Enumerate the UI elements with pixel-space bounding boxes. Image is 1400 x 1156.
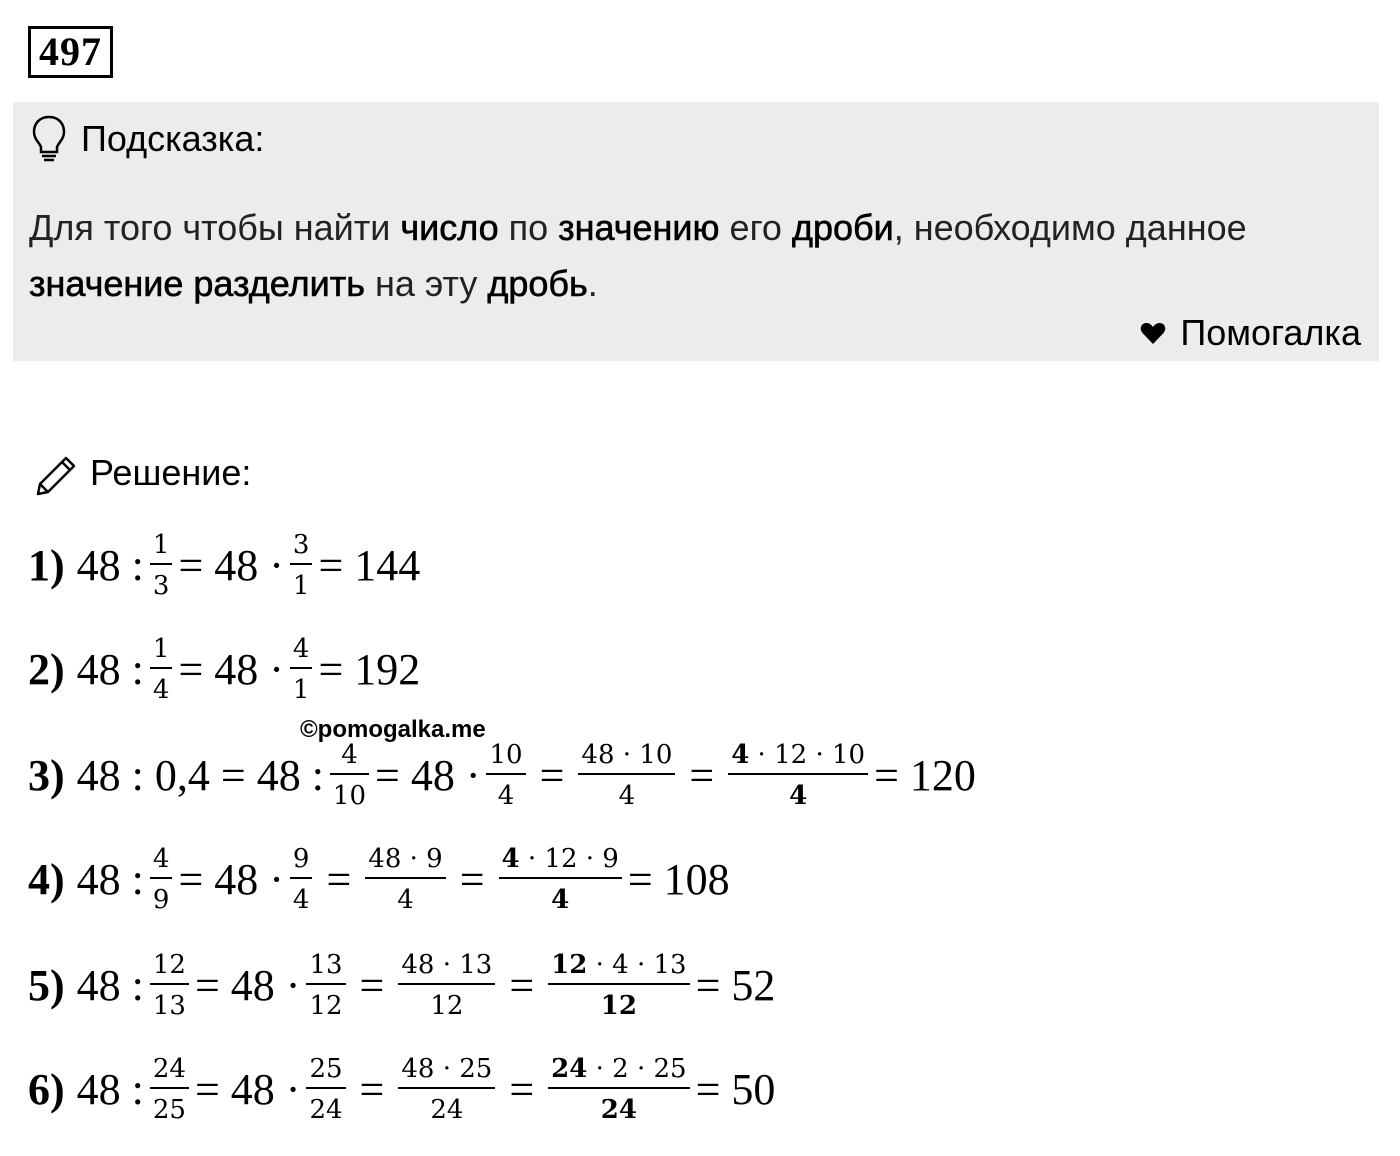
fraction	[290, 846, 313, 913]
fraction	[150, 636, 173, 703]
solution-header	[32, 448, 251, 498]
numerator: 9	[292, 844, 310, 874]
fraction	[150, 846, 173, 913]
pencil-icon	[32, 448, 82, 498]
denominator: 13	[150, 983, 189, 1019]
equation-label: 4)	[28, 855, 65, 904]
hint-text-emphasis: значению	[558, 207, 720, 248]
equation-mid: = 48 ·	[375, 751, 481, 800]
equation-lhs: 48 : 0,4 = 48 :	[76, 751, 324, 800]
fraction	[398, 952, 495, 1019]
hint-text	[29, 200, 1349, 312]
fraction	[365, 846, 445, 913]
equation-label: 5)	[28, 961, 65, 1010]
brand-label	[1140, 312, 1361, 354]
hint-text-part: по	[498, 207, 559, 248]
equals-sign: =	[359, 1065, 385, 1114]
hint-text-emphasis: дроби	[791, 207, 894, 248]
fraction	[150, 1056, 189, 1123]
denominator: 10	[330, 773, 369, 809]
equation-label: 2)	[28, 645, 65, 694]
equation-label: 1)	[28, 541, 65, 590]
denominator: 4	[150, 667, 173, 703]
equals-sign: =	[359, 961, 385, 1010]
hint-panel	[13, 102, 1379, 361]
numerator: 10	[489, 740, 523, 770]
equation-lhs: 48 :	[76, 645, 144, 694]
fraction	[290, 532, 313, 599]
denominator: 3	[150, 563, 173, 599]
watermark: ©pomogalka.me	[300, 716, 486, 743]
fraction	[306, 952, 345, 1019]
denominator: 12	[306, 983, 345, 1019]
numerator	[499, 846, 622, 877]
cancelled-factor: 4	[501, 844, 520, 874]
hint-text-emphasis: дробь	[487, 263, 588, 304]
hint-text-part: на эту	[364, 263, 488, 304]
equation-result: = 120	[874, 751, 976, 800]
numerator: 48 · 10	[581, 740, 673, 770]
fraction	[486, 742, 525, 809]
numerator-rest: · 4 · 13	[587, 950, 687, 980]
numerator	[728, 742, 868, 773]
equation-result: = 50	[695, 1065, 776, 1114]
fraction	[548, 1056, 689, 1123]
numerator: 48 · 9	[368, 844, 443, 874]
cancelled-factor: 12	[551, 950, 588, 980]
denominator: 1	[290, 563, 313, 599]
heart-icon	[1140, 321, 1166, 345]
equals-sign: =	[689, 751, 715, 800]
hint-text-part: .	[587, 263, 598, 304]
denominator: 25	[150, 1087, 189, 1123]
numerator: 1	[152, 530, 170, 560]
equation-row	[28, 846, 730, 913]
denominator: 4	[728, 773, 868, 809]
equals-sign: =	[509, 961, 535, 1010]
fraction	[330, 742, 369, 809]
numerator: 4	[341, 740, 358, 770]
numerator: 4	[292, 634, 310, 664]
numerator: 12	[152, 950, 186, 980]
fraction	[578, 742, 675, 809]
equation-lhs: 48 :	[76, 855, 144, 904]
hint-text-part: его	[719, 207, 792, 248]
equation-mid: = 48 ·	[178, 855, 284, 904]
numerator	[548, 1056, 689, 1087]
numerator: 1	[152, 634, 170, 664]
equation-result: = 52	[695, 961, 776, 1010]
fraction	[150, 532, 173, 599]
equals-sign: =	[459, 855, 485, 904]
equation-mid: = 48 ·	[178, 645, 284, 694]
numerator: 24	[152, 1054, 186, 1084]
fraction	[306, 1056, 345, 1123]
equals-sign: =	[509, 1065, 535, 1114]
denominator: 4	[365, 877, 445, 913]
denominator: 4	[486, 773, 525, 809]
denominator: 1	[290, 667, 313, 703]
numerator: 25	[309, 1054, 343, 1084]
equation-mid: = 48 ·	[194, 961, 301, 1010]
hint-text-part: , необходимо данное	[893, 207, 1247, 248]
equation-label: 3)	[28, 751, 65, 800]
hint-text-emphasis: значение разделить	[29, 263, 365, 304]
numerator: 3	[292, 530, 310, 560]
equation-row	[28, 532, 420, 599]
fraction	[150, 952, 189, 1019]
numerator	[548, 952, 689, 983]
equation-result: = 108	[627, 855, 730, 904]
lightbulb-icon	[31, 114, 67, 164]
denominator: 24	[306, 1087, 345, 1123]
denominator: 4	[499, 877, 622, 913]
cancelled-factor: 4	[731, 740, 750, 770]
numerator-rest: · 2 · 25	[587, 1054, 687, 1084]
fraction	[548, 952, 689, 1019]
equals-sign: =	[326, 855, 352, 904]
problem-number: 497	[28, 26, 113, 78]
equation-row	[28, 742, 976, 809]
fraction	[290, 636, 313, 703]
hint-text-emphasis: число	[400, 207, 499, 248]
brand-name: Помогалка	[1180, 312, 1361, 353]
equation-mid: = 48 ·	[194, 1065, 301, 1114]
hint-text-part: Для того чтобы найти	[29, 207, 401, 248]
equals-sign: =	[539, 751, 565, 800]
equation-row	[28, 952, 775, 1019]
numerator: 48 · 13	[401, 950, 493, 980]
denominator: 12	[398, 983, 495, 1019]
fraction	[499, 846, 622, 913]
numerator: 4	[152, 844, 170, 874]
denominator: 4	[290, 877, 313, 913]
equation-row	[28, 1056, 775, 1123]
fraction	[398, 1056, 495, 1123]
cancelled-factor: 24	[551, 1054, 588, 1084]
equation-result: = 192	[318, 645, 421, 694]
equation-lhs: 48 :	[76, 1065, 144, 1114]
denominator: 9	[150, 877, 173, 913]
denominator: 24	[548, 1087, 689, 1123]
hint-header	[31, 114, 264, 164]
numerator-rest: · 12 · 9	[519, 844, 619, 874]
equation-lhs: 48 :	[76, 541, 144, 590]
denominator: 4	[578, 773, 675, 809]
equation-result: = 144	[318, 541, 421, 590]
equation-label: 6)	[28, 1065, 65, 1114]
equation-row	[28, 636, 420, 703]
equation-mid: = 48 ·	[178, 541, 284, 590]
solution-title: Решение:	[90, 452, 252, 493]
numerator-rest: · 12 · 10	[749, 740, 866, 770]
numerator: 13	[309, 950, 343, 980]
numerator: 48 · 25	[401, 1054, 493, 1084]
denominator: 12	[548, 983, 689, 1019]
equation-lhs: 48 :	[76, 961, 144, 1010]
denominator: 24	[398, 1087, 495, 1123]
hint-title: Подсказка:	[81, 118, 265, 159]
fraction	[728, 742, 868, 809]
